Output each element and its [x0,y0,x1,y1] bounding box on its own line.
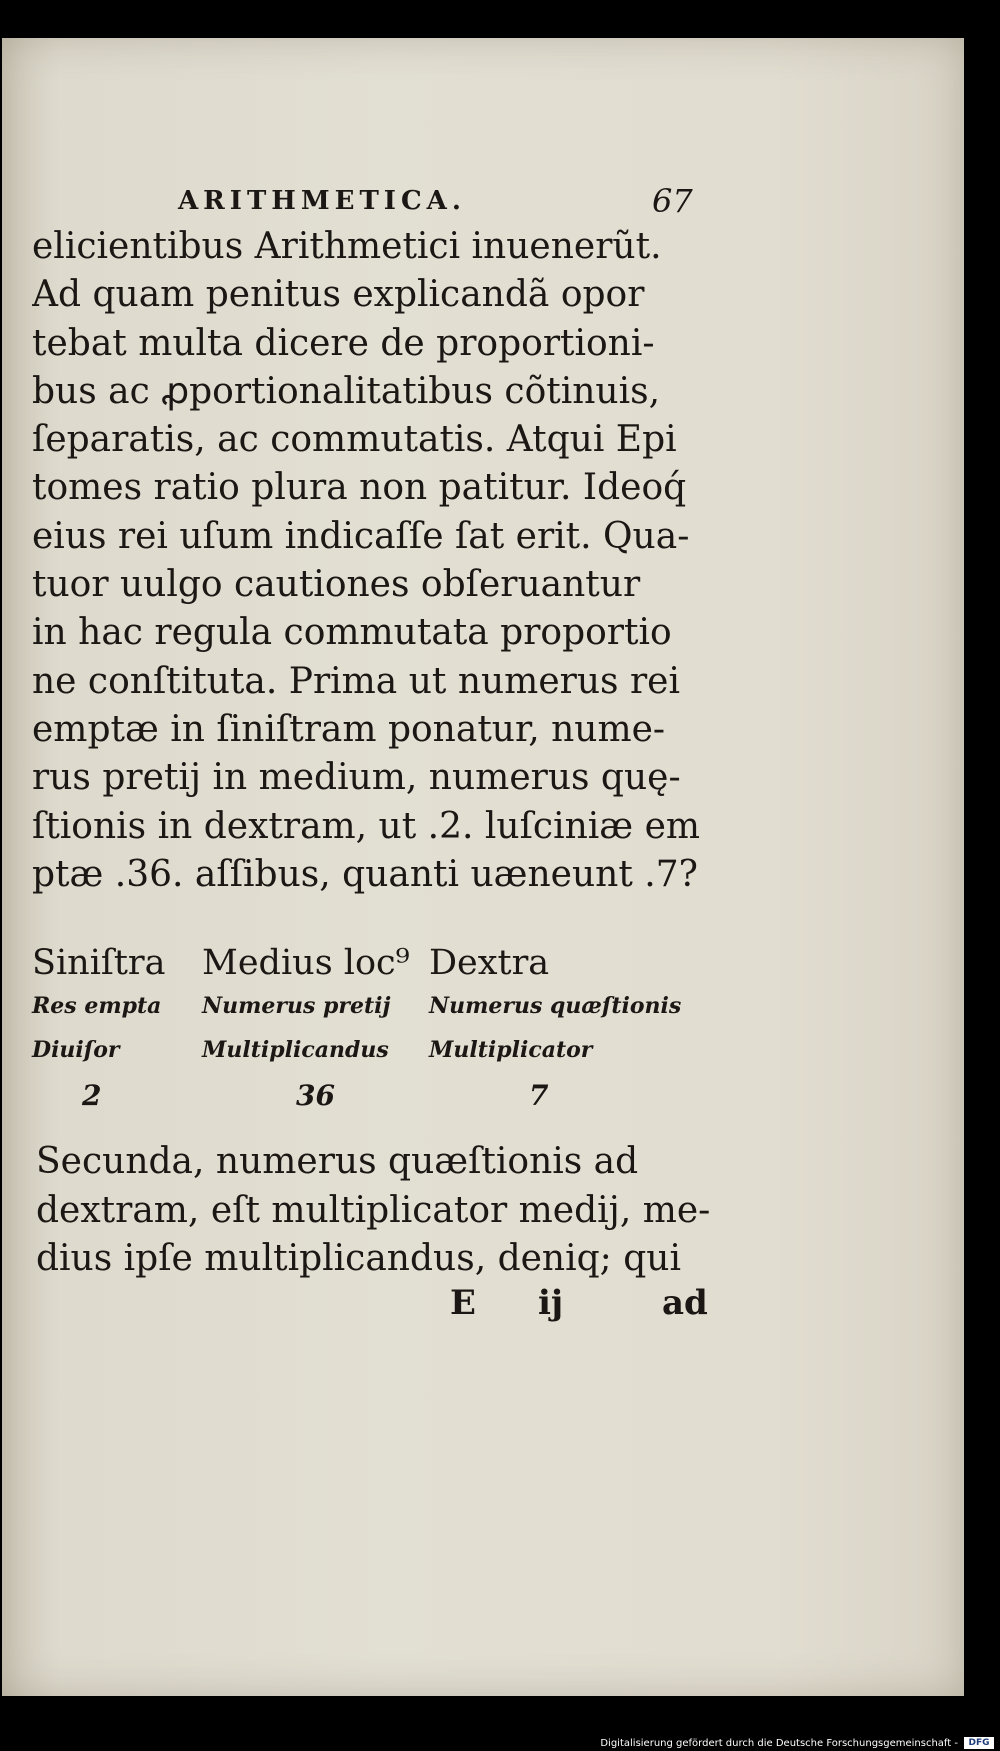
text-line: ne conſtituta. Prima ut numerus rei [32,660,680,702]
book-page [2,38,964,1696]
text-line: tomes ratio plura non patitur. Ideoq́ [32,467,687,509]
text-line: ptæ .36. aſſibus, quanti uæneunt .7? [32,853,698,895]
body-paragraph-2 [36,1138,726,1284]
signature-number: ij [538,1283,564,1323]
table-cell: 7 [529,1079,549,1112]
table-row [32,1031,732,1075]
text-line: bus ac ꝓportionalitatibus cõtinuis, [32,370,661,412]
table-cell: Siniſtra [32,943,166,983]
text-line: emptæ in ſiniſtram ponatur, nume- [32,708,666,750]
table-cell: Multiplicandus [202,1037,389,1063]
table-cell: Numerus pretij [202,993,391,1019]
table-cell: Diuiſor [32,1037,120,1063]
dfg-logo: DFG [964,1737,994,1749]
table-cell: Numerus quæſtionis [429,993,682,1019]
text-line: eius rei uſum indicaſſe ſat erit. Qua- [32,515,690,557]
digitization-credit: Digitalisierung gefördert durch die Deutsche Forschungsgemeinschaft - [600,1738,958,1749]
text-line: dius ipſe multiplicandus, deniq; qui [36,1238,681,1279]
text-line: ſeparatis, ac commutatis. Atqui Epi [32,419,677,461]
rule-of-three-table [32,943,732,1119]
page-number: 67 [652,182,693,220]
table-cell: Multiplicator [429,1037,593,1063]
table-cell: 2 [82,1079,102,1112]
text-line: dextram, eſt multiplicator medij, me- [36,1189,711,1231]
running-title: ARITHMETICA. [178,186,466,216]
catchword: ad [662,1283,708,1323]
table-cell: 36 [296,1079,335,1112]
body-paragraph [32,223,722,899]
text-line: elicientibus Arithmetici inuenerũt. [32,226,662,267]
table-cell: Res empta [32,993,162,1019]
table-header-row [32,943,732,987]
text-line: tuor uulgo cautiones obſeruantur [32,564,641,606]
text-line: rus pretij in medium, numerus quę- [32,757,681,799]
text-line: Secunda, numerus quæſtionis ad [36,1141,639,1182]
table-cell: Dextra [429,943,550,983]
text-line: in hac regula commutata proportio [32,612,672,654]
text-line: ſtionis in dextram, ut .2. luſciniæ em [32,805,701,847]
table-row [32,987,732,1031]
table-cell: Medius loc⁹ [202,943,410,983]
text-line: Ad quam penitus explicandã opor [32,274,645,316]
text-line: tebat multa dicere de proportioni- [32,322,655,364]
table-row [32,1075,732,1119]
signature-mark: E [450,1283,476,1323]
